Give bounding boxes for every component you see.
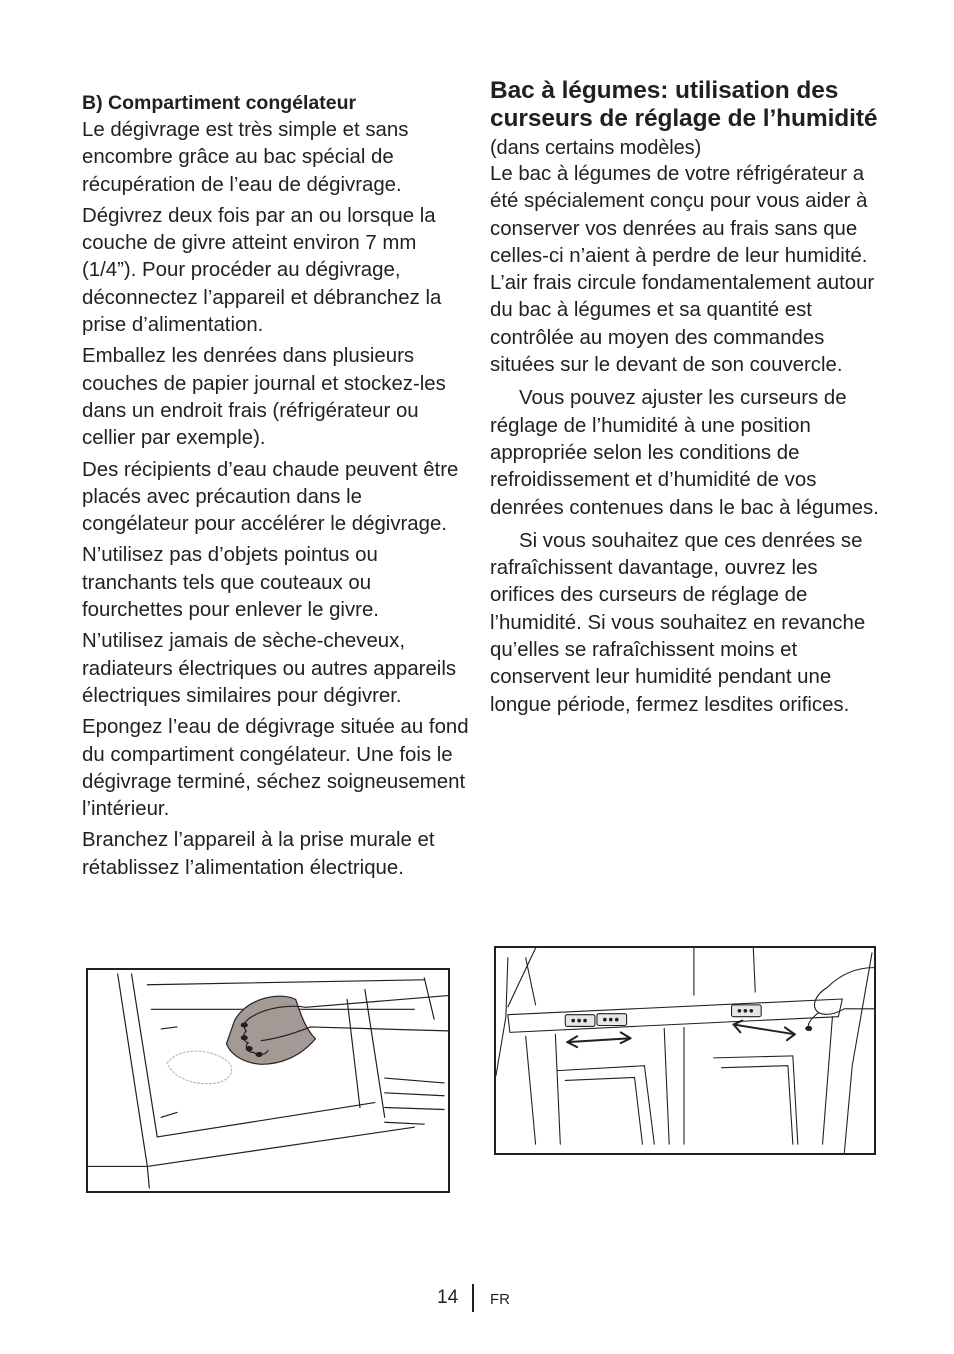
illustration-freezer-wiping [86,968,450,1193]
page-number: 14 [437,1287,459,1308]
paragraph: Branchez l’appareil à la prise murale et rétablissez l’alimentation électrique. [82,829,435,879]
section-heading-freezer: B) Compartiment congélateur [82,92,357,114]
paragraph: N’utilisez pas d’objets pointus ou tranchants tels que couteaux ou fourchettes pour enlever le givre. [82,544,379,622]
section-title-crisper [490,77,890,162]
crisper-text [490,161,880,719]
title-note: (dans certains modèles) [490,137,702,159]
paragraph: Des récipients d’eau chaude peuvent être placés avec précaution dans le congélateur pour accélérer le dégivrage. [82,458,459,536]
freezer-defrost-text [82,117,472,882]
crisper-sliders-drawing [496,948,874,1153]
paragraph: Emballez les denrées dans plusieurs couches de papier journal et stockez-les dans un endroit frais (réfrigérateur ou cellier par exemple). [82,345,446,450]
illustration-crisper-sliders [494,946,876,1155]
language-code: FR [490,1291,510,1308]
paragraph: Le bac à légumes de votre réfrigérateur a été spécialement conçu pour vous aider à conserver vos denrées au frais sans que celles-ci n’aient à perdre de leur humidité. L’air frais circule fondamentalement autour du bac à légumes et sa quantité est contrôlée au moyen des commandes situées sur le devant de son couvercle. [490,163,875,377]
paragraph: Dégivrez deux fois par an ou lorsque la couche de givre atteint environ 7 mm (1/4”). Pour procéder au dégivrage, déconnectez l’appareil et débranchez la prise d’alimentation. [82,204,442,337]
title-text: Bac à légumes: utilisation des curseurs de réglage de l’humidité [490,77,878,132]
paragraph: Si vous souhaitez que ces denrées se rafraîchissent davantage, ouvrez les orifices des curseurs de réglage de l’humidité. Si vous souhaitez en revanche qu’elles se rafraîchissent moins et conservent leur humidité pendant une longue période, fermez lesdites orifices. [490,529,866,716]
paragraph: N’utilisez jamais de sèche-cheveux, radiateurs électriques ou autres appareils électriques similaires pour dégivrer. [82,630,457,707]
paragraph: Vous pouvez ajuster les curseurs de réglage de l’humidité à une position appropriée selon les conditions de refroidissement et d’humidité de vos denrées contenues dans le bac à légumes. [490,387,879,519]
page-footer [0,1284,954,1314]
freezer-wiping-drawing [88,970,448,1191]
paragraph: Epongez l’eau de dégivrage située au fond du compartiment congélateur. Une fois le dégivrage terminé, séchez soigneusement l’intérieur. [82,716,469,821]
paragraph: Le dégivrage est très simple et sans encombre grâce au bac spécial de récupération de l’eau de dégivrage. [82,119,409,196]
footer-divider [472,1284,474,1312]
